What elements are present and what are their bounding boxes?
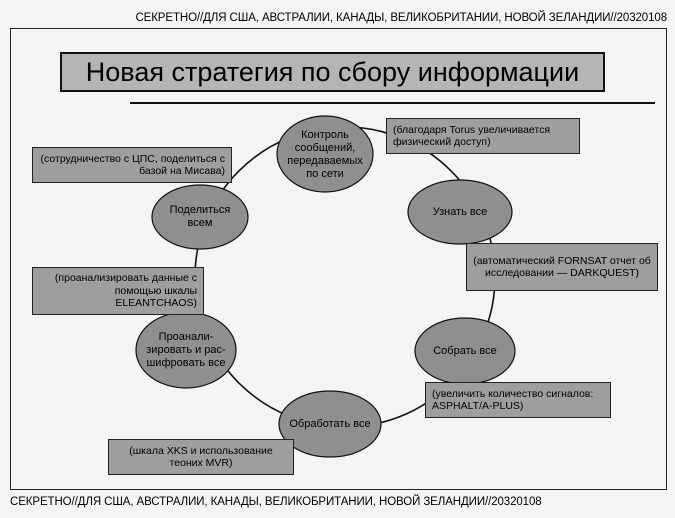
node-analyze-shape [136, 312, 236, 388]
note-torus: (благодаря Torus увеличивается физический доступ) [386, 118, 580, 154]
note-asphalt: (увеличить количество сигналов: ASPHALT/A-PLUS) [425, 382, 611, 418]
node-control: Контроль сообщений, передаваемых по сети [287, 129, 363, 180]
node-know-shape [408, 180, 512, 244]
note-cps: (сотрудничество с ЦПС, поделиться с базой на Мисава) [32, 147, 232, 183]
note-eleantchaos: (проанализировать данные с помощью шкалы ELEANTCHAOS) [32, 267, 204, 315]
note-fornsat: (автоматический FORNSAT отчет об исследовании — DARKQUEST) [466, 243, 658, 291]
classification-banner-bottom: СЕКРЕТНО//ДЛЯ США, АВСТРАЛИИ, КАНАДЫ, ВЕЛИКОБРИТАНИИ, НОВОЙ ЗЕЛАНДИИ//20320108 [10, 496, 542, 508]
node-share-shape [152, 185, 248, 249]
node-process-shape [279, 391, 381, 457]
node-know: Узнать все [432, 205, 488, 218]
slide-title: Новая стратегия по сбору информации [60, 52, 605, 92]
node-share: Поделиться всем [169, 204, 231, 229]
node-process: Обработать все [289, 417, 371, 430]
node-collect: Собрать все [433, 344, 497, 357]
node-control-shape [277, 116, 373, 192]
note-xks: (шкала XKS и использование теоних MVR) [108, 439, 294, 475]
node-analyze: Проанали-зировать и рас-шифровать все [146, 330, 226, 369]
node-collect-shape [415, 318, 515, 384]
classification-banner-top: СЕКРЕТНО//ДЛЯ США, АВСТРАЛИИ, КАНАДЫ, ВЕЛИКОБРИТАНИИ, НОВОЙ ЗЕЛАНДИИ//20320108 [135, 12, 667, 24]
